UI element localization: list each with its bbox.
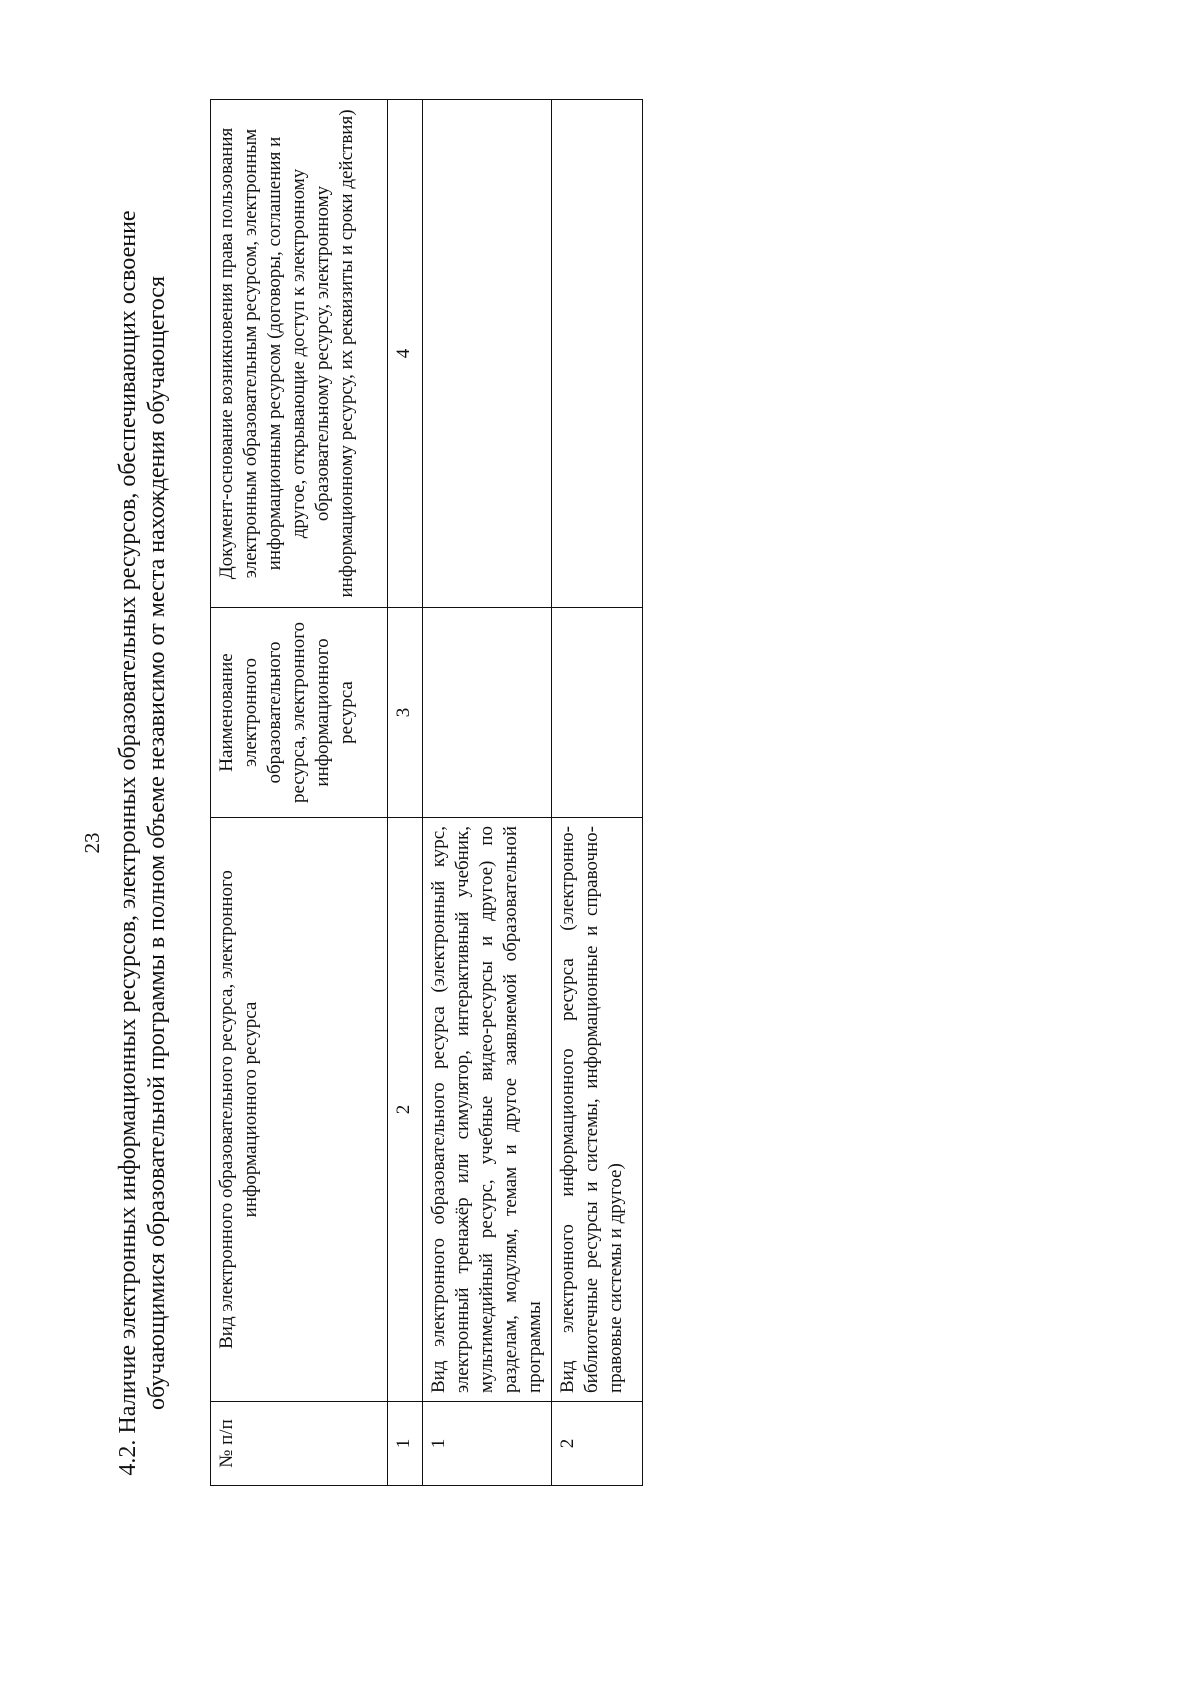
section-heading-line-2: обучающимися образовательной программы в полном объеме независимо от места нахождения обучающегося (144, 276, 170, 1411)
column-number-3: 3 (388, 608, 423, 818)
header-number: № п/п (211, 1402, 388, 1486)
row-number: 2 (552, 1402, 643, 1486)
row-resource-type: Вид электронного образовательного ресурса (электронный курс, электронный тренажёр или симулятор, интерактивный учебник, мультимедийный ресурс, учебные видео-ресурсы и другое) по разделам, модулям, темам и другое заявляемой образовательной программы (423, 818, 552, 1402)
table-header-row (211, 100, 388, 1486)
table-row (552, 100, 643, 1486)
page-number: 23 (80, 832, 104, 854)
header-basis-document: Документ-основание возникновения права пользования электронным образовательным ресурсом, электронным информационным ресурсом (договоры, соглашения и другое, открывающие доступ к электронному образовательному ресурсу, электронному информационному ресурсу, их реквизиты и сроки действия) (211, 100, 388, 608)
row-resource-type: Вид электронного информационного ресурса (электронно-библиотечные ресурсы и системы, информационные и справочно-правовые системы и другое) (552, 818, 643, 1402)
header-resource-type: Вид электронного образовательного ресурса, электронного информационного ресурса (211, 818, 388, 1402)
table-row (423, 100, 552, 1486)
row-resource-name (423, 608, 552, 818)
column-number-1: 1 (388, 1402, 423, 1486)
header-resource-name: Наименование электронного образовательного ресурса, электронного информационного ресурса (211, 608, 388, 818)
row-basis-document (552, 100, 643, 608)
column-number-2: 2 (388, 818, 423, 1402)
column-number-4: 4 (388, 100, 423, 608)
row-resource-name (552, 608, 643, 818)
section-heading-line-1: 4.2. Наличие электронных информационных ресурсов, электронных образовательных ресурсов, обеспечивающих освоение (115, 210, 141, 1476)
resources-table (210, 99, 643, 1486)
row-basis-document (423, 100, 552, 608)
row-number: 1 (423, 1402, 552, 1486)
column-number-row (388, 100, 423, 1486)
section-heading (114, 0, 172, 1686)
